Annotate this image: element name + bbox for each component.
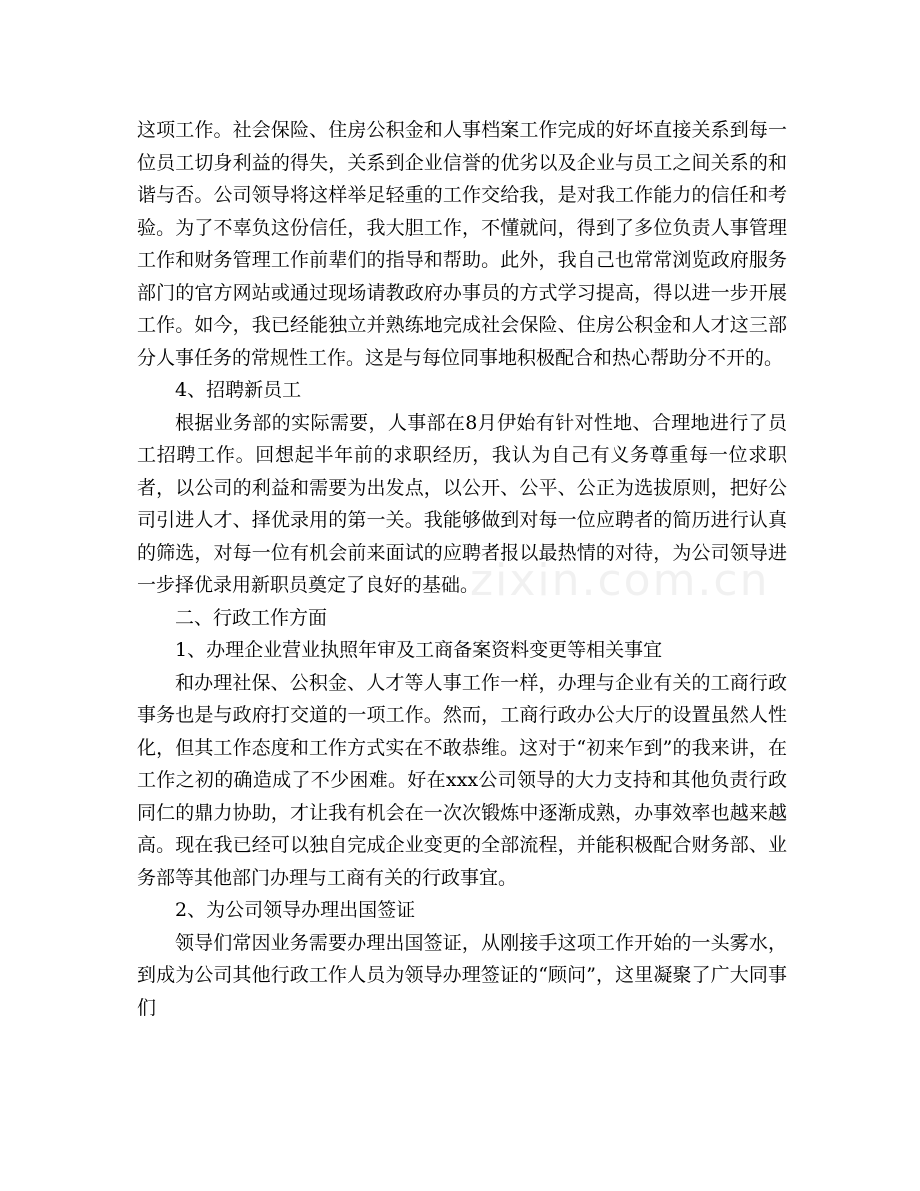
paragraph-recruitment: 根据业务部的实际需要，人事部在8月伊始有针对性地、合理地进行了员工招聘工作。回想起半年前的求职经历，我认为自己有义务尊重每一位求职者，以公司的利益和需要为出发点，以公开、公平、公正为选拔原则，把好公司引进人才、择优录用的第一关。我能够做到对每一位应聘者的简历进行认真的筛选，对每一位有机会前来面试的应聘者报以最热情的对待，为公司领导进一步择优录用新职员奠定了良好的基础。: [137, 411, 787, 596]
paragraph-social-insurance: 这项工作。社会保险、住房公积金和人事档案工作完成的好坏直接关系到每一位员工切身利益的得失，关系到企业信誉的优劣以及企业与员工之间关系的和谐与否。公司领导将这样举足轻重的工作交给我，是对我工作能力的信任和考验。为了不辜负这份信任，我大胆工作，不懂就问，得到了多位负责人事管理工作和财务管理工作前辈们的指导和帮助。此外，我自己也常常浏览政府服务部门的官方网站或通过现场请教政府办事员的方式学习提高，得以进一步开展工作。如今，我已经能独立并熟练地完成社会保险、住房公积金和人才这三部分人事任务的常规性工作。这是与每位同事地积极配合和热心帮助分不开的。: [137, 119, 787, 369]
heading-business-license: 1、办理企业营业执照年审及工商备案资料变更等相关事宜: [175, 639, 663, 661]
paragraph-visa: 领导们常因业务需要办理出国签证，从刚接手这项工作开始的一头雾水，到成为公司其他行政工作人员为领导办理签证的“顾问”，这里凝聚了广大同事们: [137, 931, 787, 1019]
heading-recruit-new-staff: 4、招聘新员工: [175, 379, 302, 401]
heading-visa-handling: 2、为公司领导办理出国签证: [175, 899, 416, 921]
document-body: [137, 114, 787, 1024]
watermark: zixin.com.cn: [470, 555, 770, 606]
heading-administrative-work: 二、行政工作方面: [175, 606, 328, 629]
paragraph-business-administration: 和办理社保、公积金、人才等人事工作一样，办理与企业有关的工商行政事务也是与政府打交道的一项工作。然而，工商行政办公大厅的设置虽然人性化，但其工作态度和工作方式实在不敢恭维。这对于“初来乍到”的我来讲，在工作之初的确造成了不少困难。好在xxx公司领导的大力支持和其他负责行政同仁的鼎力协助，才让我有机会在一次次锻炼中逐渐成熟，办事效率也越来越高。现在我已经可以独自完成企业变更的全部流程，并能积极配合财务部、业务部等其他部门办理与工商有关的行政事宜。: [137, 671, 787, 889]
